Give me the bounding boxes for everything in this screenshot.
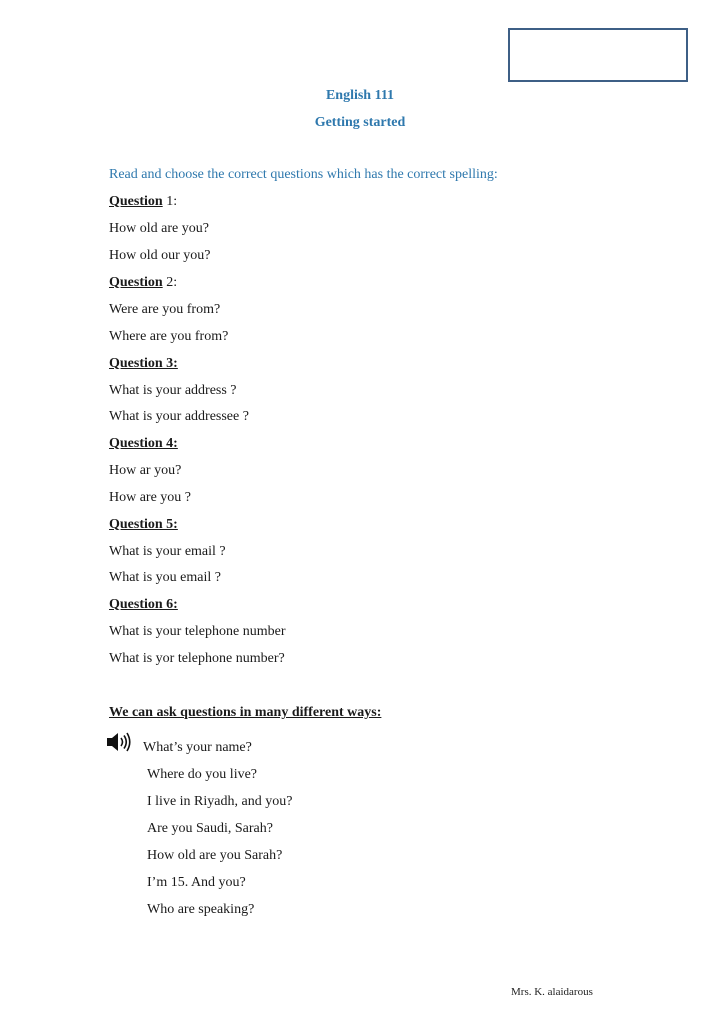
question-3-option-1[interactable]: What is your address ?	[109, 383, 237, 398]
question-6-option-1[interactable]: What is your telephone number	[109, 624, 286, 639]
score-box	[508, 28, 688, 82]
question-5-option-1[interactable]: What is your email ?	[109, 544, 226, 559]
instruction-text: Read and choose the correct questions which has the correct spelling:	[109, 167, 498, 182]
section-heading: We can ask questions in many different ways:	[109, 705, 382, 720]
question-3-option-2[interactable]: What is your addressee ?	[109, 409, 249, 424]
question-label: Question 4:	[109, 436, 178, 451]
speaker-icon[interactable]	[106, 731, 132, 753]
question-1-option-2[interactable]: How old our you?	[109, 248, 211, 263]
question-label: Question	[109, 275, 163, 290]
question-5-heading	[109, 517, 178, 533]
question-1-option-1[interactable]: How old are you?	[109, 221, 209, 236]
question-4-heading	[109, 436, 178, 452]
question-label: Question 5:	[109, 517, 178, 532]
dialog-line: Are you Saudi, Sarah?	[147, 821, 273, 836]
author-footer: Mrs. K. alaidarous	[511, 986, 593, 998]
dialog-line: Who are speaking?	[147, 902, 255, 917]
dialog-line: I live in Riyadh, and you?	[147, 794, 293, 809]
question-2-option-1[interactable]: Were are you from?	[109, 302, 221, 317]
dialog-line: How old are you Sarah?	[147, 848, 283, 863]
course-title: English 111	[325, 88, 395, 103]
question-4-option-1[interactable]: How ar you?	[109, 463, 182, 478]
question-number: 2:	[162, 275, 178, 290]
question-1-heading	[109, 194, 177, 210]
dialog-line: What’s your name?	[143, 740, 252, 755]
question-label: Question 3:	[109, 356, 178, 371]
question-4-option-2[interactable]: How are you ?	[109, 490, 192, 505]
question-number: 1:	[162, 194, 178, 209]
question-label: Question	[109, 194, 163, 209]
question-6-option-2[interactable]: What is yor telephone number?	[109, 651, 285, 666]
question-label: Question 6:	[109, 597, 178, 612]
question-6-heading	[109, 597, 178, 613]
question-2-option-2[interactable]: Where are you from?	[109, 329, 229, 344]
question-3-heading	[109, 356, 178, 372]
question-2-heading	[109, 275, 177, 291]
dialog-line: I’m 15. And you?	[147, 875, 246, 890]
lesson-title: Getting started	[314, 115, 406, 130]
dialog-line: Where do you live?	[147, 767, 258, 782]
question-5-option-2[interactable]: What is you email ?	[109, 570, 221, 585]
